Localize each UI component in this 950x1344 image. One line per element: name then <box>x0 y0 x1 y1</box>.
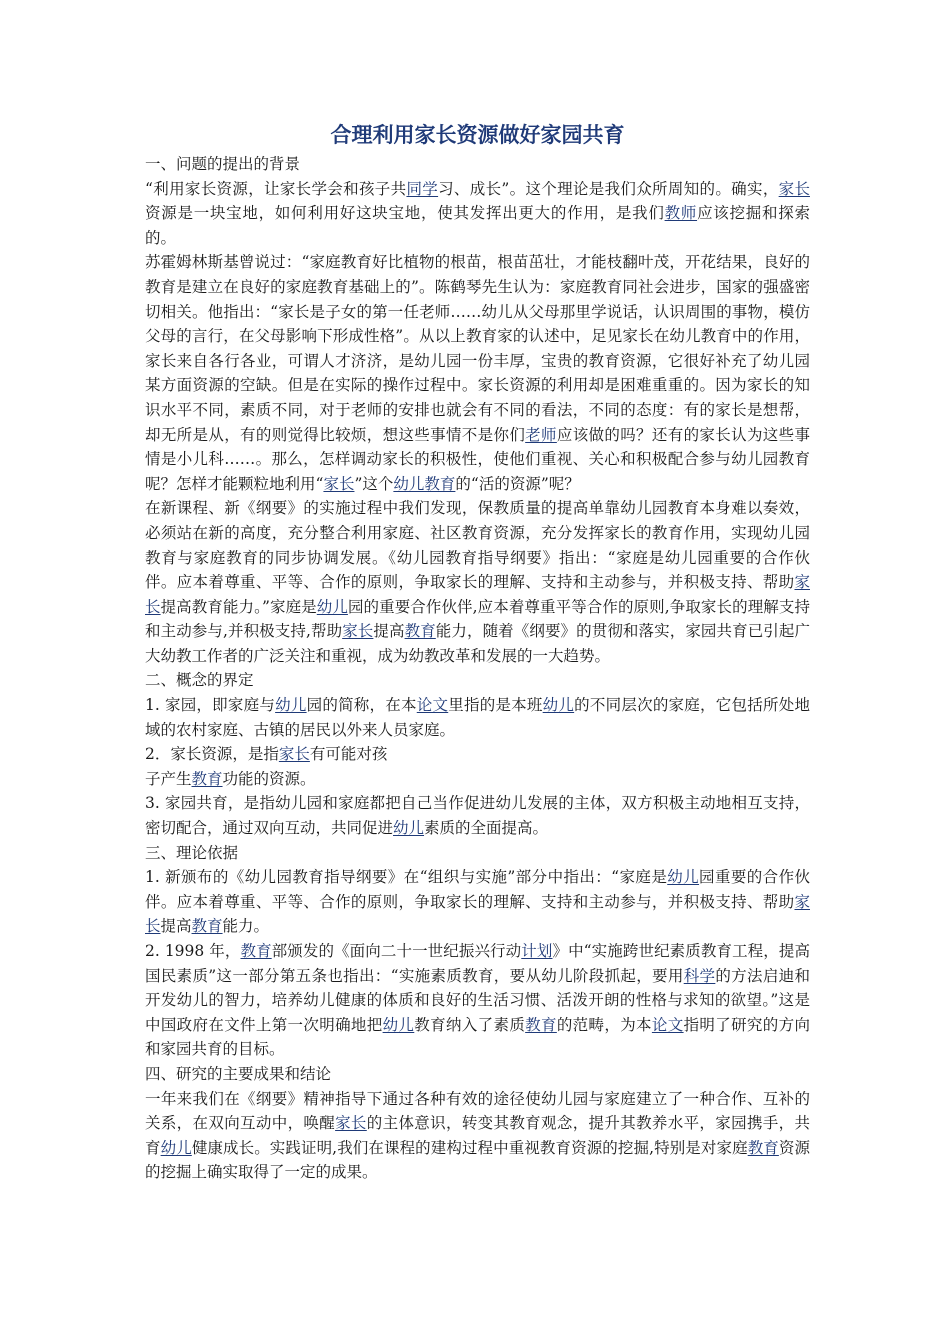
text-run: 教育纳入了素质 <box>414 1015 526 1034</box>
keyword-link[interactable]: 幼儿 <box>393 819 425 838</box>
keyword-link[interactable]: 论文 <box>651 1015 684 1034</box>
keyword-link[interactable]: 幼儿 <box>382 1015 415 1034</box>
text-run: 的“活的资源”呢？ <box>455 474 580 493</box>
text-run: 2. 1998 年， <box>145 942 241 960</box>
text-run: 功能的资源。 <box>222 769 316 788</box>
text-run: 三、理论依据 <box>145 843 239 862</box>
paragraph <box>145 177 810 251</box>
keyword-link[interactable]: 教育 <box>404 622 436 641</box>
text-run: 园的简称，在本 <box>306 696 417 715</box>
paragraph <box>145 1087 810 1185</box>
paragraph <box>145 1062 810 1087</box>
keyword-link[interactable]: 家长 <box>323 474 355 493</box>
keyword-link[interactable]: 教育 <box>747 1138 779 1157</box>
paragraph <box>145 791 810 840</box>
paragraph <box>145 152 810 177</box>
keyword-link[interactable]: 教师 <box>664 204 698 223</box>
keyword-link[interactable]: 家长 <box>342 622 374 641</box>
text-run: 提高 <box>373 622 405 641</box>
text-run: 提高教育能力。”家庭是 <box>160 597 317 616</box>
text-run: 能力，随着《纲要》的贯彻和落实，家园共育已引起广大幼教工作者的广泛关注和重视，成为幼教改革和发展的一大趋势。 <box>145 622 810 665</box>
keyword-link[interactable]: 论文 <box>416 696 449 715</box>
text-run: 指明了研究的方向和家园共育的目标。 <box>145 1015 810 1059</box>
text-run: 应该挖掘和探索的。 <box>145 204 810 247</box>
text-run: 健康成长。实践证明,我们在课程的建构过程中重视教育资源的挖掘,特别是对家庭 <box>191 1138 748 1157</box>
text-run: 1. 家园，即家庭与 <box>145 696 276 715</box>
paragraph <box>145 250 810 496</box>
keyword-link[interactable]: 计划 <box>521 942 553 960</box>
text-run: 里指的是本班 <box>448 696 543 715</box>
text-run: ”这个 <box>354 474 394 493</box>
text-run: 3. 家园共育，是指幼儿园和家庭都把自己当作促进幼儿发展的主体，双方积极主动地相互支持，密切配合，通过双向互动，共同促进 <box>145 794 810 838</box>
keyword-link[interactable]: 教育 <box>191 917 223 936</box>
keyword-link[interactable]: 同学 <box>406 179 439 198</box>
text-run: 一、问题的提出的背景 <box>145 155 301 173</box>
text-run: 资源的挖掘上确实取得了一定的成果。 <box>145 1138 810 1182</box>
text-run: 》中“实施跨世纪素质教育工程，提高国民素质”这一部分第五条也指出：“实施素质教育，要从幼儿阶段抓起，要用 <box>145 942 810 985</box>
paragraph <box>145 693 810 742</box>
text-run: 提高 <box>160 917 192 936</box>
keyword-link[interactable]: 幼儿 <box>275 696 307 715</box>
text-run: 习、成长”。这个理论是我们众所周知的。确实， <box>438 179 779 198</box>
keyword-link[interactable]: 家长 <box>778 179 810 198</box>
paragraph <box>145 496 810 668</box>
paragraph <box>145 668 810 693</box>
keyword-link[interactable]: 教育 <box>191 769 223 788</box>
text-run: 子产生 <box>145 769 192 788</box>
document-page <box>145 118 810 1185</box>
keyword-link[interactable]: 家长 <box>335 1114 367 1133</box>
text-run: 四、研究的主要成果和结论 <box>145 1064 332 1083</box>
paragraph <box>145 841 810 866</box>
text-run: 在新课程、新《纲要》的实施过程中我们发现，保教质量的提高单靠幼儿园教育本身难以奏效，必须站在新的高度，充分整合利用家庭、社区教育资源，充分发挥家长的教育作用，实现幼儿园教育与家庭教育的同步协调发展。《幼儿园教育指导纲要》指出：“家庭是幼儿园重要的合作伙伴。应本着尊重、平等、合作的原则，争取家长的理解、支持和主动参与，并积极支持、帮助 <box>145 499 810 592</box>
keyword-link[interactable]: 教育 <box>525 1015 557 1034</box>
keyword-link[interactable]: 家长 <box>278 745 310 764</box>
paragraph <box>145 865 810 939</box>
text-run: 素质的全面提高。 <box>424 819 549 838</box>
text-run: 2．家长资源，是指 <box>145 745 279 764</box>
text-run: 的不同层次的家庭，它包括所处地域的农村家庭、古镇的居民以外来人员家庭。 <box>145 696 810 739</box>
text-run: 园的重要合作伙伴,应本着尊重平等合作的原则,争取家长的理解支持和主动参与,并积极支持,帮助 <box>145 597 810 641</box>
text-run: 能力。 <box>222 917 270 936</box>
text-run: 园重要的合作伙伴。应本着尊重、平等、合作的原则，争取家长的理解、支持和主动参与，并积极支持、帮助 <box>145 868 810 911</box>
text-run: 资源是一块宝地，如何利用好这块宝地，使其发挥出更大的作用，是我们 <box>145 204 665 223</box>
text-run: “利用家长资源，让家长学会和孩子共 <box>145 179 407 198</box>
keyword-link[interactable]: 幼儿 <box>542 696 575 715</box>
document-title: 合理利用家长资源做好家园共育 <box>330 123 625 147</box>
paragraph <box>145 742 810 767</box>
text-run: 的方法启迪和开发幼儿的智力，培养幼儿健康的体质和良好的生活习惯、活泼开朗的性格与求知的欲望。”这是中国政府在文件上第一次明确地把 <box>145 966 810 1034</box>
text-run: 一年来我们在《纲要》精神指导下通过各种有效的途径使幼儿园与家庭建立了一种合作、互补的关系，在双向互动中，唤醒 <box>145 1089 810 1133</box>
document-body <box>145 152 810 1185</box>
keyword-link[interactable]: 幼儿 <box>316 597 348 616</box>
paragraph <box>145 767 810 792</box>
keyword-link[interactable]: 家长 <box>145 892 810 936</box>
keyword-link[interactable]: 幼儿 <box>667 868 700 887</box>
keyword-link[interactable]: 幼儿 <box>160 1138 192 1157</box>
keyword-link[interactable]: 老师 <box>525 425 557 444</box>
keyword-link[interactable]: 教育 <box>240 942 272 960</box>
text-run: 1. 新颁布的《幼儿园教育指导纲要》在“组织与实施”部分中指出：“家庭是 <box>145 868 668 887</box>
text-run: 部颁发的《面向二十一世纪振兴行动 <box>271 942 522 960</box>
text-run: 苏霍姆林斯基曾说过：“家庭教育好比植物的根苗，根苗茁壮，才能枝翻叶茂，开花结果，良好的教育是建立在良好的家庭教育基础上的”。陈鹤琴先生认为：家庭教育同社会进步，国家的强盛密切相关。他指出：“家长是子女的第一任老师……幼儿从父母那里学说话，认识周围的事物，模仿父母的言行，在父母影响下形成性格”。从以上教育家的认述中，足见家长在幼儿教育中的作用，家长来自各行各业，可谓人才济济，是幼儿园一份丰厚，宝贵的教育资源，它很好补充了幼儿园某方面资源的空缺。但是在实际的操作过程中。家长资源的利用却是困难重重的。因为家长的知识水平不同，素质不同，对于老师的安排也就会有不同的看法，不同的态度：有的家长是想帮，却无所是从，有的则觉得比较烦，想这些事情不是你们 <box>145 253 810 444</box>
text-run: 的主体意识，转变其教育观念，提升其教养水平，家园携手，共育 <box>145 1114 810 1157</box>
text-run: 的范畴，为本 <box>556 1015 652 1034</box>
text-run: 有可能对孩 <box>309 745 388 764</box>
keyword-link[interactable]: 家长 <box>145 573 810 616</box>
keyword-link[interactable]: 幼儿教育 <box>393 474 456 493</box>
paragraph <box>145 939 810 1062</box>
text-run: 应该做的吗？还有的家长认为这些事情是小儿科……。那么，怎样调动家长的积极性，使他们重视、关心和积极配合参与幼儿园教育呢？怎样才能颗粒地利用“ <box>145 425 810 493</box>
keyword-link[interactable]: 科学 <box>683 966 716 985</box>
text-run: 二、概念的界定 <box>145 671 254 690</box>
